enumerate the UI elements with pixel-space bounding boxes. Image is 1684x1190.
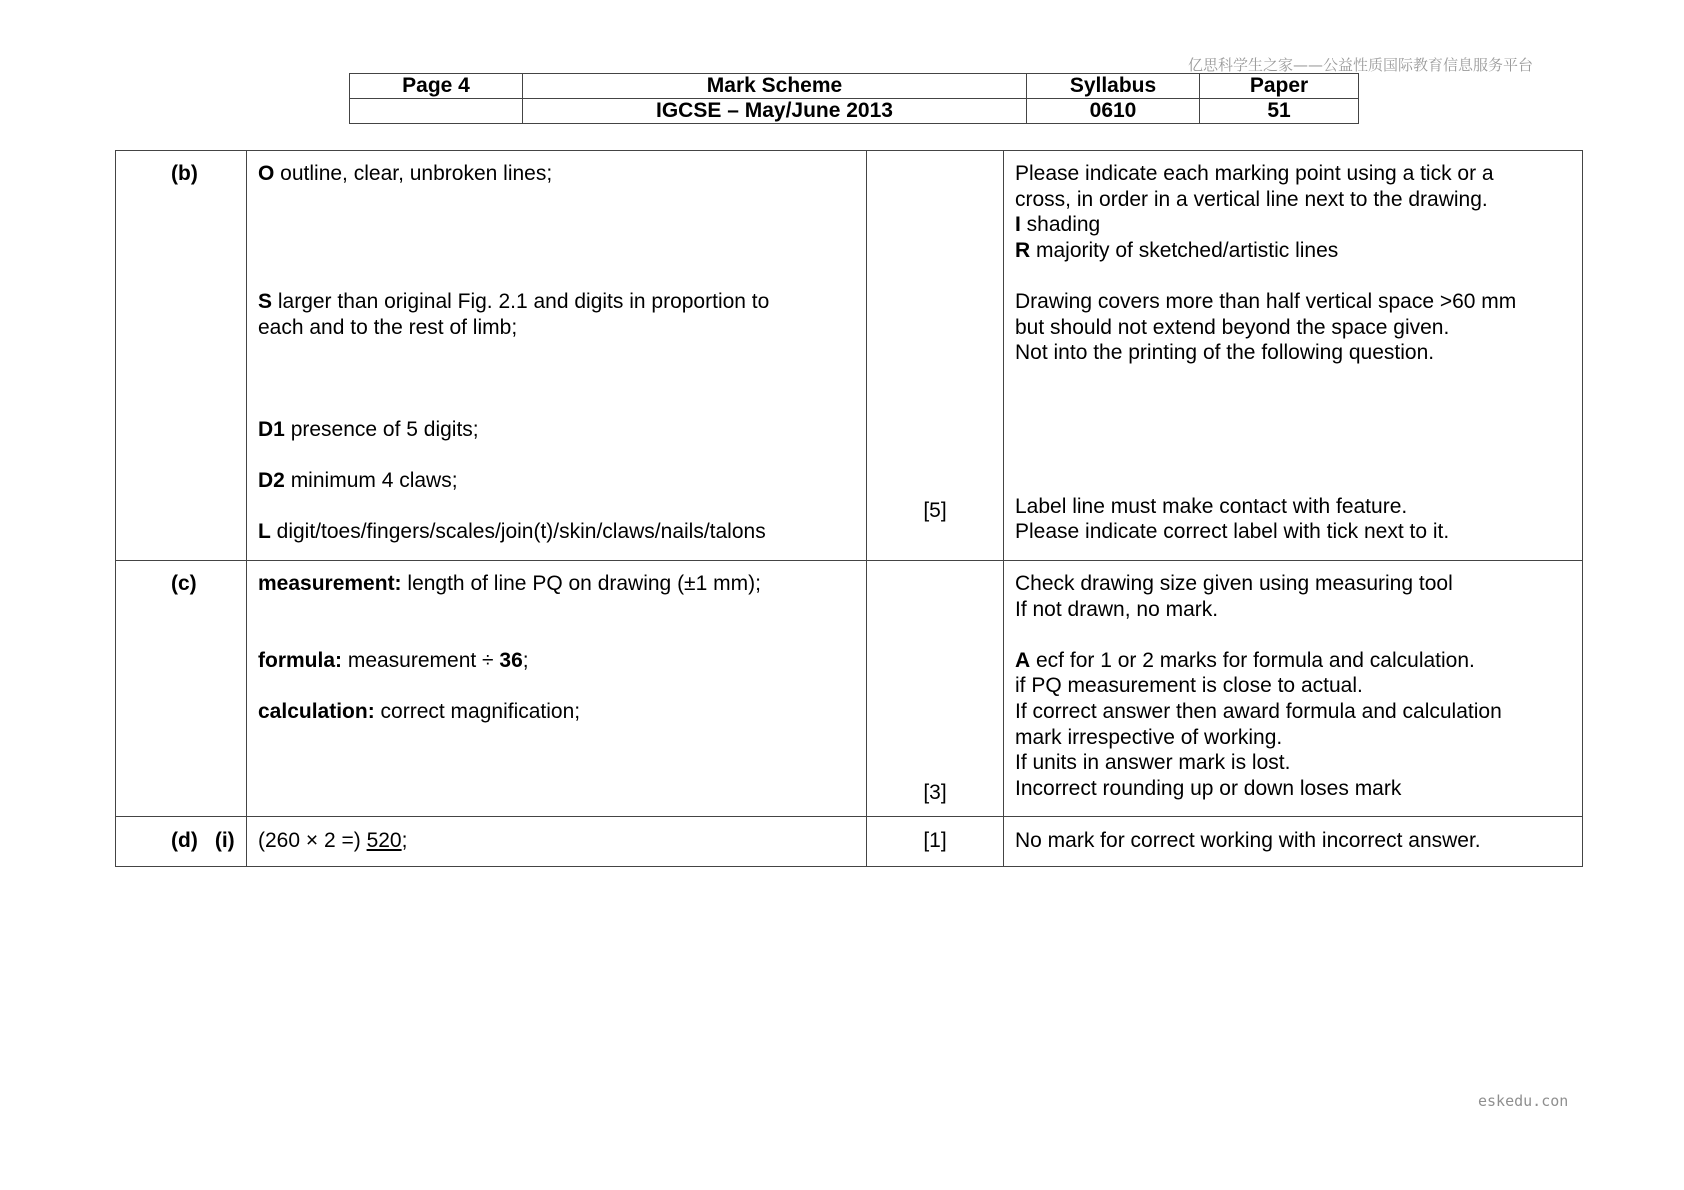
point-d1: D1 presence of 5 digits;: [258, 417, 479, 441]
header-exam: IGCSE – May/June 2013: [523, 99, 1027, 124]
guidance-line: Not into the printing of the following question.: [1015, 341, 1435, 365]
watermark-bottom: eskedu.con: [1478, 1092, 1569, 1110]
guidance-line: If not drawn, no mark.: [1015, 597, 1219, 621]
guidance-line: Incorrect rounding up or down loses mark: [1015, 776, 1402, 800]
answer-cell: [247, 561, 867, 817]
row-d: [116, 817, 1583, 867]
guidance-line: Check drawing size given using measuring tool: [1015, 572, 1453, 595]
point-o: O outline, clear, unbroken lines;: [258, 162, 553, 185]
point-answer: (260 × 2 =) 520;: [258, 829, 408, 852]
marks-cell: [5]: [867, 151, 1004, 561]
point-measurement: measurement: length of line PQ on drawing (±1 mm);: [258, 572, 761, 595]
guidance-line: Please indicate correct label with tick next to it.: [1015, 520, 1450, 544]
guidance-line: Label line must make contact with feature.: [1015, 494, 1408, 518]
point-s-cont: each and to the rest of limb;: [258, 315, 518, 339]
row-b: [116, 151, 1583, 561]
guidance-line: Drawing covers more than half vertical space >60 mm: [1015, 289, 1517, 313]
row-c: [116, 561, 1583, 817]
question-number: (c): [116, 561, 247, 817]
guidance-line: cross, in order in a vertical line next to the drawing.: [1015, 187, 1488, 211]
guidance-line: if PQ measurement is close to actual.: [1015, 674, 1363, 698]
marks-cell: [3]: [867, 561, 1004, 817]
point-calculation: calculation: correct magnification;: [258, 699, 581, 723]
mark-scheme-table: [115, 150, 1583, 867]
guidance-line: If units in answer mark is lost.: [1015, 751, 1291, 775]
header-page: Page 4: [350, 74, 523, 99]
header-mark-scheme: Mark Scheme: [523, 74, 1027, 99]
question-number: (d) (i): [116, 817, 247, 867]
header-empty-cell: [350, 99, 523, 124]
point-formula: formula: measurement ÷ 36;: [258, 648, 529, 672]
guidance-reject: R majority of sketched/artistic lines: [1015, 238, 1339, 262]
guidance-line: Please indicate each marking point using a tick or a: [1015, 162, 1494, 185]
answer-cell: [247, 817, 867, 867]
answer-cell: [247, 151, 867, 561]
guidance-cell: [1004, 817, 1583, 867]
guidance-line: but should not extend beyond the space given.: [1015, 315, 1450, 339]
guidance-ignore: I shading: [1015, 213, 1101, 237]
page-header-table: [349, 73, 1359, 124]
question-number: (b): [116, 151, 247, 561]
guidance-line: mark irrespective of working.: [1015, 725, 1283, 749]
watermark-top: 亿思科学生之家——公益性质国际教育信息服务平台: [1188, 56, 1534, 74]
guidance-line: No mark for correct working with incorrect answer.: [1015, 829, 1481, 852]
guidance-line: If correct answer then award formula and calculation: [1015, 699, 1502, 723]
point-s: S larger than original Fig. 2.1 and digits in proportion to: [258, 289, 770, 313]
header-paper-label: Paper: [1200, 74, 1359, 99]
point-d2: D2 minimum 4 claws;: [258, 469, 458, 493]
guidance-cell: [1004, 561, 1583, 817]
header-paper-number: 51: [1200, 99, 1359, 124]
guidance-cell: [1004, 151, 1583, 561]
header-syllabus-code: 0610: [1027, 99, 1200, 124]
marks-cell: [1]: [867, 817, 1004, 867]
header-syllabus-label: Syllabus: [1027, 74, 1200, 99]
guidance-accept: A ecf for 1 or 2 marks for formula and calculation.: [1015, 648, 1475, 672]
point-l: L digit/toes/fingers/scales/join(t)/skin/claws/nails/talons: [258, 520, 766, 544]
